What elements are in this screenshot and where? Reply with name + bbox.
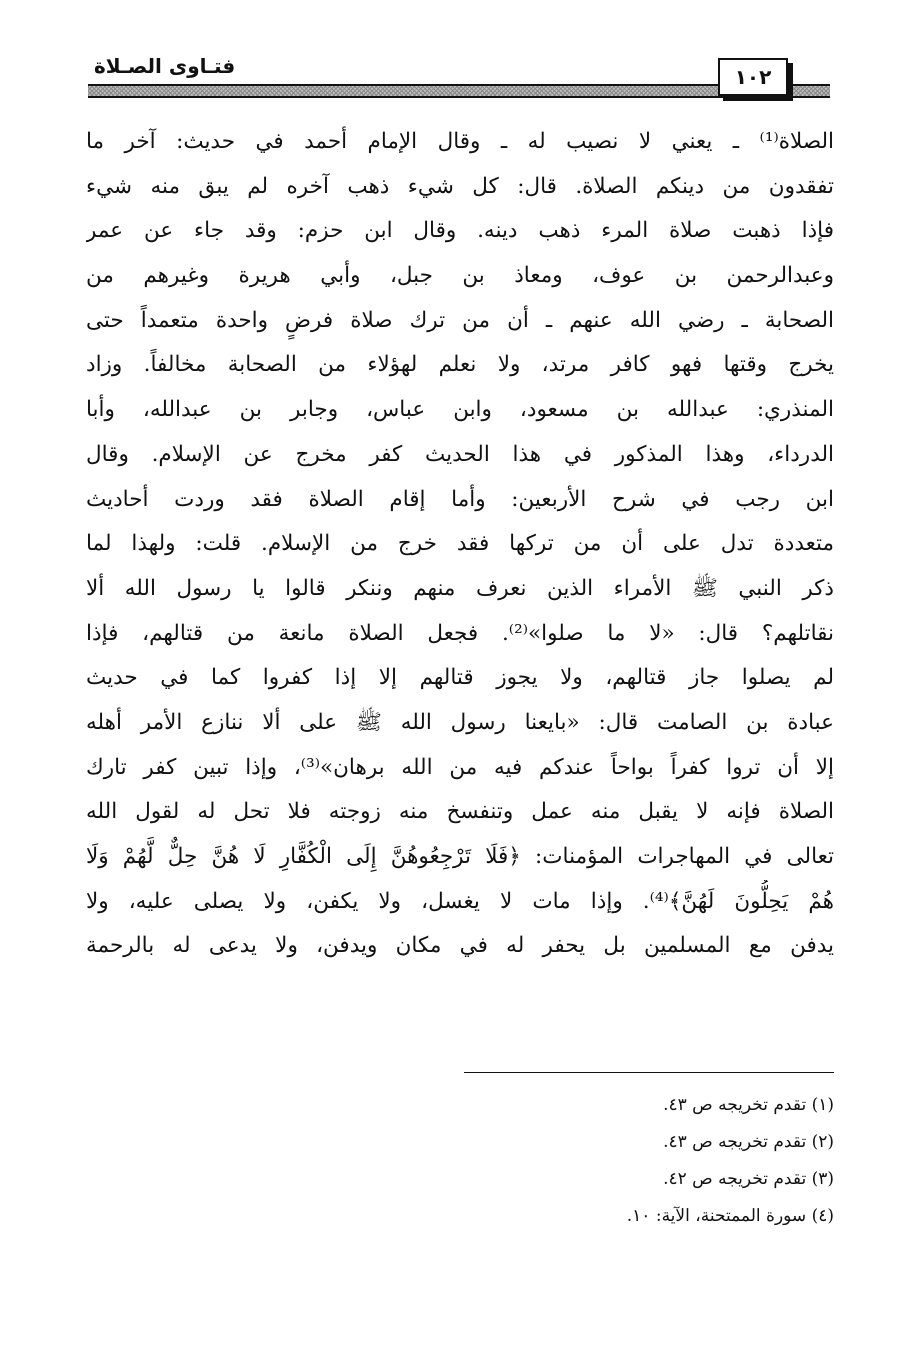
text-line: لم يصلوا جاز قتالهم، ولا يجوز قتالهم إلا إذا كفروا كما في حديث <box>86 665 834 691</box>
text-line: الصحابة ـ رضي الله عنهم ـ أن من ترك صلاة فرضٍ واحدة متعمداً حتى <box>86 307 834 333</box>
running-title: فتـاوى الصـلاة <box>88 54 241 78</box>
text-line: الصلاة⁽¹⁾ ـ يعني لا نصيب له ـ وقال الإمام أحمد في حديث: آخر ما <box>86 129 834 154</box>
text-line: ذكر النبي ﷺ الأمراء الذين نعرف منهم وننكر قالوا يا رسول الله ألا <box>86 575 834 601</box>
text-line: تعالى في المهاجرات المؤمنات: ﴿فَلَا تَرْجِعُوهُنَّ إِلَى الْكُفَّارِ لَا هُنَّ حِلٌّ لَّهُمْ وَلَا <box>86 844 834 869</box>
footnote: (١) تقدم تخريجه ص ٤٣. <box>663 1095 834 1115</box>
text-line: يخرج وقتها فهو كافر مرتد، ولا نعلم لهؤلاء من الصحابة مخالفاً. وزاد <box>86 352 834 378</box>
text-line: ابن رجب في شرح الأربعين: وأما إقام الصلاة فقد وردت أحاديث <box>86 486 834 512</box>
main-text <box>86 120 834 969</box>
text-line: الصلاة فإنه لا يقبل منه عمل وتنفسخ منه زوجته فلا تحل له لقول الله <box>86 799 834 825</box>
text-line: عبادة بن الصامت قال: «بايعنا رسول الله ﷺ على ألا ننازع الأمر أهله <box>86 709 834 735</box>
text-line: المنذري: عبدالله بن مسعود، وابن عباس، وجابر بن عبدالله، وأبا <box>86 397 834 423</box>
footnote: (٣) تقدم تخريجه ص ٤٢. <box>663 1169 834 1189</box>
text-line: إلا أن تروا كفراً بواحاً عندكم فيه من الله برهان»⁽³⁾، وإذا تبين كفر تارك <box>86 754 834 780</box>
text-line: نقاتلهم؟ قال: «لا ما صلوا»⁽²⁾. فجعل الصلاة مانعة من قتالهم، فإذا <box>86 620 834 646</box>
text-line: متعددة تدل على أن من تركها فقد خرج من الإسلام. قلت: ولهذا لما <box>86 531 834 557</box>
text-line: هُمْ يَحِلُّونَ لَهُنَّ﴾⁽⁴⁾. وإذا مات لا يغسل، ولا يكفن، ولا يصلى عليه، ولا <box>86 888 834 914</box>
text-line: يدفن مع المسلمين بل يحفر له في مكان ويدفن، ولا يدعى له بالرحمة <box>86 933 834 959</box>
page-number: ١٠٢ <box>718 58 788 96</box>
text-line: الدرداء، وهذا المذكور في هذا الحديث كفر مخرج عن الإسلام. وقال <box>86 441 834 467</box>
page-header <box>88 54 830 100</box>
footnote: (٢) تقدم تخريجه ص ٤٣. <box>663 1132 834 1152</box>
footnote: (٤) سورة الممتحنة، الآية: ١٠. <box>626 1206 834 1226</box>
text-line: تفقدون من دينكم الصلاة. قال: كل شيء ذهب آخره لم يبق منه شيء <box>86 173 834 199</box>
footnote-divider <box>464 1072 834 1073</box>
footnotes <box>86 1072 834 1235</box>
text-line: وعبدالرحمن بن عوف، ومعاذ بن جبل، وأبي هريرة وغيرهم من <box>86 263 834 289</box>
text-line: فإذا ذهبت صلاة المرء ذهب دينه. وقال ابن حزم: وقد جاء عن عمر <box>86 218 834 244</box>
